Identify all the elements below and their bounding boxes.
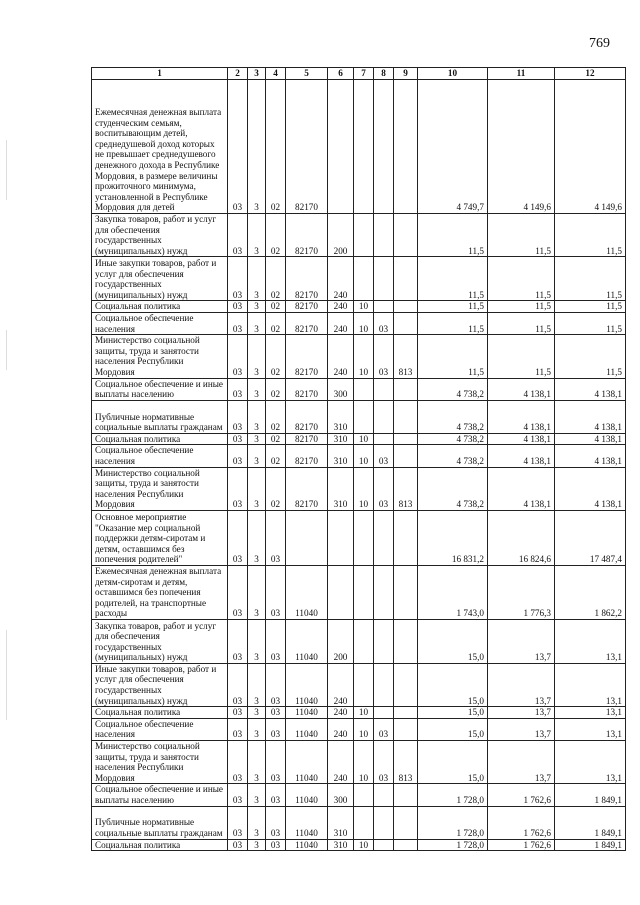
amount-col12: 13,1 <box>555 741 626 784</box>
column-header: 10 <box>418 68 488 80</box>
code-gp: 03 <box>228 784 248 806</box>
code-section: 10 <box>354 467 374 510</box>
code-grbs <box>394 784 418 806</box>
amount-col11: 4 138,1 <box>488 400 555 433</box>
code-section: 10 <box>354 335 374 378</box>
table-row <box>92 784 626 806</box>
code-event: 03 <box>266 565 286 619</box>
column-header: 6 <box>328 68 354 80</box>
code-vr: 310 <box>328 445 354 467</box>
code-gp: 03 <box>228 301 248 313</box>
code-direction: 11040 <box>286 718 328 740</box>
code-subprogram: 3 <box>248 839 266 851</box>
code-event: 02 <box>266 400 286 433</box>
code-grbs <box>394 301 418 313</box>
code-event: 03 <box>266 741 286 784</box>
row-name: Социальная политика <box>92 433 228 445</box>
code-vr: 310 <box>328 433 354 445</box>
code-direction: 82170 <box>286 80 328 214</box>
code-section <box>354 80 374 214</box>
code-direction: 11040 <box>286 839 328 851</box>
table-row <box>92 433 626 445</box>
code-direction <box>286 510 328 565</box>
code-event: 02 <box>266 80 286 214</box>
code-subsection <box>374 257 394 301</box>
amount-col10: 11,5 <box>418 214 488 257</box>
amount-col10: 11,5 <box>418 335 488 378</box>
amount-col11: 4 149,6 <box>488 80 555 214</box>
code-direction: 82170 <box>286 257 328 301</box>
column-header: 3 <box>248 68 266 80</box>
amount-col10: 11,5 <box>418 301 488 313</box>
code-vr: 240 <box>328 301 354 313</box>
amount-col10: 4 738,2 <box>418 378 488 400</box>
amount-col12: 1 862,2 <box>555 565 626 619</box>
code-subprogram: 3 <box>248 565 266 619</box>
row-name: Социальное обеспечение и иные выплаты населению <box>92 378 228 400</box>
code-subprogram: 3 <box>248 707 266 719</box>
code-section <box>354 214 374 257</box>
code-vr: 300 <box>328 378 354 400</box>
code-direction: 11040 <box>286 707 328 719</box>
code-subprogram: 3 <box>248 335 266 378</box>
row-name: Социальное обеспечение и иные выплаты населению <box>92 784 228 806</box>
amount-col11: 1 762,6 <box>488 839 555 851</box>
code-vr: 240 <box>328 312 354 334</box>
table-row <box>92 400 626 433</box>
code-grbs <box>394 378 418 400</box>
code-gp: 03 <box>228 400 248 433</box>
code-direction: 82170 <box>286 433 328 445</box>
code-subsection <box>374 806 394 839</box>
amount-col12: 4 138,1 <box>555 433 626 445</box>
code-vr: 240 <box>328 718 354 740</box>
table-row <box>92 335 626 378</box>
code-subsection <box>374 839 394 851</box>
amount-col11: 11,5 <box>488 257 555 301</box>
code-section <box>354 619 374 663</box>
amount-col10: 15,0 <box>418 741 488 784</box>
amount-col11: 13,7 <box>488 663 555 706</box>
amount-col11: 1 762,6 <box>488 806 555 839</box>
amount-col11: 11,5 <box>488 335 555 378</box>
table-row <box>92 510 626 565</box>
table-row <box>92 378 626 400</box>
code-event: 02 <box>266 433 286 445</box>
code-subprogram: 3 <box>248 301 266 313</box>
code-subprogram: 3 <box>248 257 266 301</box>
code-gp: 03 <box>228 433 248 445</box>
code-gp: 03 <box>228 80 248 214</box>
amount-col10: 1 728,0 <box>418 784 488 806</box>
code-gp: 03 <box>228 565 248 619</box>
code-vr <box>328 510 354 565</box>
code-vr: 240 <box>328 257 354 301</box>
code-subprogram: 3 <box>248 806 266 839</box>
code-direction: 82170 <box>286 467 328 510</box>
code-event: 02 <box>266 312 286 334</box>
code-grbs <box>394 433 418 445</box>
code-event: 02 <box>266 467 286 510</box>
budget-table <box>91 67 626 851</box>
table-row <box>92 663 626 706</box>
amount-col12: 11,5 <box>555 214 626 257</box>
amount-col12: 11,5 <box>555 335 626 378</box>
code-subprogram: 3 <box>248 619 266 663</box>
column-header: 1 <box>92 68 228 80</box>
amount-col11: 13,7 <box>488 741 555 784</box>
table-row <box>92 806 626 839</box>
code-section <box>354 400 374 433</box>
code-vr: 310 <box>328 400 354 433</box>
scan-edge-mark <box>6 630 7 720</box>
code-subsection <box>374 663 394 706</box>
code-subsection: 03 <box>374 445 394 467</box>
code-event: 03 <box>266 663 286 706</box>
amount-col10: 4 738,2 <box>418 433 488 445</box>
code-gp: 03 <box>228 257 248 301</box>
row-name: Социальное обеспечение населения <box>92 445 228 467</box>
code-subsection <box>374 784 394 806</box>
table-row <box>92 718 626 740</box>
code-event: 03 <box>266 806 286 839</box>
code-direction: 11040 <box>286 741 328 784</box>
code-section <box>354 663 374 706</box>
code-subsection: 03 <box>374 335 394 378</box>
code-vr: 240 <box>328 707 354 719</box>
column-header: 8 <box>374 68 394 80</box>
amount-col10: 1 728,0 <box>418 806 488 839</box>
code-grbs: 813 <box>394 335 418 378</box>
amount-col11: 16 824,6 <box>488 510 555 565</box>
table-row <box>92 741 626 784</box>
code-section <box>354 378 374 400</box>
row-name: Министерство социальной защиты, труда и занятости населения Республики Мордовия <box>92 467 228 510</box>
amount-col10: 4 738,2 <box>418 445 488 467</box>
code-direction: 82170 <box>286 378 328 400</box>
table-row <box>92 839 626 851</box>
code-vr: 310 <box>328 806 354 839</box>
row-name: Социальная политика <box>92 839 228 851</box>
code-grbs: 813 <box>394 467 418 510</box>
table-row <box>92 707 626 719</box>
code-section <box>354 806 374 839</box>
code-subsection <box>374 378 394 400</box>
code-vr <box>328 80 354 214</box>
code-gp: 03 <box>228 619 248 663</box>
code-subsection <box>374 433 394 445</box>
row-name: Социальное обеспечение населения <box>92 718 228 740</box>
amount-col11: 1 776,3 <box>488 565 555 619</box>
amount-col12: 13,1 <box>555 663 626 706</box>
code-subsection <box>374 510 394 565</box>
code-event: 02 <box>266 257 286 301</box>
code-subprogram: 3 <box>248 718 266 740</box>
code-grbs <box>394 257 418 301</box>
table-row <box>92 312 626 334</box>
code-gp: 03 <box>228 214 248 257</box>
amount-col10: 4 738,2 <box>418 467 488 510</box>
table-body <box>92 80 626 851</box>
scan-edge-mark <box>6 140 7 200</box>
code-subsection: 03 <box>374 741 394 784</box>
amount-col11: 13,7 <box>488 707 555 719</box>
code-section <box>354 510 374 565</box>
scan-edge-mark <box>6 330 7 370</box>
code-vr: 240 <box>328 663 354 706</box>
code-event: 03 <box>266 619 286 663</box>
amount-col11: 4 138,1 <box>488 433 555 445</box>
code-gp: 03 <box>228 467 248 510</box>
amount-col10: 11,5 <box>418 312 488 334</box>
code-vr <box>328 565 354 619</box>
amount-col12: 4 138,1 <box>555 400 626 433</box>
table-row <box>92 565 626 619</box>
code-direction: 82170 <box>286 445 328 467</box>
code-subprogram: 3 <box>248 214 266 257</box>
code-grbs <box>394 565 418 619</box>
column-header: 4 <box>266 68 286 80</box>
code-grbs <box>394 510 418 565</box>
amount-col11: 11,5 <box>488 214 555 257</box>
code-grbs <box>394 718 418 740</box>
code-event: 03 <box>266 707 286 719</box>
amount-col12: 13,1 <box>555 718 626 740</box>
amount-col11: 4 138,1 <box>488 378 555 400</box>
code-grbs <box>394 312 418 334</box>
code-subprogram: 3 <box>248 663 266 706</box>
row-name: Министерство социальной защиты, труда и занятости населения Республики Мордовия <box>92 741 228 784</box>
amount-col12: 1 849,1 <box>555 784 626 806</box>
row-name: Иные закупки товаров, работ и услуг для обеспечения государственных (муниципальных) нужд <box>92 257 228 301</box>
amount-col10: 4 749,7 <box>418 80 488 214</box>
code-section <box>354 257 374 301</box>
code-grbs <box>394 663 418 706</box>
code-section: 10 <box>354 301 374 313</box>
column-header: 2 <box>228 68 248 80</box>
table-header-row <box>92 68 626 80</box>
code-subprogram: 3 <box>248 433 266 445</box>
code-subprogram: 3 <box>248 784 266 806</box>
code-section: 10 <box>354 718 374 740</box>
row-name: Публичные нормативные социальные выплаты гражданам <box>92 806 228 839</box>
column-header: 7 <box>354 68 374 80</box>
code-gp: 03 <box>228 741 248 784</box>
amount-col10: 15,0 <box>418 718 488 740</box>
code-gp: 03 <box>228 839 248 851</box>
row-name: Основное мероприятие "Оказание мер социальной поддержки детям-сиротам и детям, оставшимся без попечения родителей" <box>92 510 228 565</box>
row-name: Социальная политика <box>92 707 228 719</box>
code-gp: 03 <box>228 806 248 839</box>
code-gp: 03 <box>228 707 248 719</box>
code-subsection <box>374 707 394 719</box>
column-header: 9 <box>394 68 418 80</box>
code-subsection <box>374 619 394 663</box>
amount-col12: 11,5 <box>555 301 626 313</box>
amount-col12: 13,1 <box>555 619 626 663</box>
amount-col11: 4 138,1 <box>488 467 555 510</box>
amount-col12: 13,1 <box>555 707 626 719</box>
code-event: 02 <box>266 301 286 313</box>
code-direction: 11040 <box>286 663 328 706</box>
code-subprogram: 3 <box>248 80 266 214</box>
row-name: Ежемесячная денежная выплата детям-сиротам и детям, оставшимся без попечения родителей, на транспортные расходы <box>92 565 228 619</box>
amount-col12: 1 849,1 <box>555 806 626 839</box>
code-gp: 03 <box>228 510 248 565</box>
amount-col10: 15,0 <box>418 707 488 719</box>
code-subsection: 03 <box>374 718 394 740</box>
code-event: 03 <box>266 784 286 806</box>
amount-col10: 4 738,2 <box>418 400 488 433</box>
code-event: 03 <box>266 718 286 740</box>
row-name: Ежемесячная денежная выплата студенческим семьям, воспитывающим детей, среднедушевой доход которых не превышает среднедушевого денежного дохода в Республике Мордовия, в размере величины прожиточного минимума, установленной в Республике Мордовия для детей <box>92 80 228 214</box>
code-section: 10 <box>354 312 374 334</box>
code-grbs <box>394 80 418 214</box>
code-grbs <box>394 214 418 257</box>
amount-col10: 1 728,0 <box>418 839 488 851</box>
code-direction: 11040 <box>286 619 328 663</box>
code-gp: 03 <box>228 312 248 334</box>
code-vr: 240 <box>328 741 354 784</box>
table-row <box>92 445 626 467</box>
code-section: 10 <box>354 445 374 467</box>
row-name: Социальная политика <box>92 301 228 313</box>
code-grbs: 813 <box>394 741 418 784</box>
code-direction: 82170 <box>286 335 328 378</box>
code-gp: 03 <box>228 378 248 400</box>
amount-col12: 17 487,4 <box>555 510 626 565</box>
row-name: Социальное обеспечение населения <box>92 312 228 334</box>
code-grbs <box>394 445 418 467</box>
amount-col12: 1 849,1 <box>555 839 626 851</box>
code-subsection <box>374 80 394 214</box>
code-grbs <box>394 707 418 719</box>
amount-col10: 16 831,2 <box>418 510 488 565</box>
code-direction: 11040 <box>286 784 328 806</box>
row-name: Закупка товаров, работ и услуг для обеспечения государственных (муниципальных) нужд <box>92 619 228 663</box>
column-header: 11 <box>488 68 555 80</box>
amount-col12: 11,5 <box>555 257 626 301</box>
table-row <box>92 257 626 301</box>
code-subprogram: 3 <box>248 312 266 334</box>
code-subprogram: 3 <box>248 445 266 467</box>
row-name: Закупка товаров, работ и услуг для обеспечения государственных (муниципальных) нужд <box>92 214 228 257</box>
code-gp: 03 <box>228 663 248 706</box>
row-name: Министерство социальной защиты, труда и занятости населения Республики Мордовия <box>92 335 228 378</box>
code-section <box>354 565 374 619</box>
code-subprogram: 3 <box>248 741 266 784</box>
code-vr: 240 <box>328 335 354 378</box>
code-direction: 11040 <box>286 565 328 619</box>
table-row <box>92 619 626 663</box>
code-section: 10 <box>354 707 374 719</box>
code-vr: 200 <box>328 214 354 257</box>
row-name: Иные закупки товаров, работ и услуг для обеспечения государственных (муниципальных) нужд <box>92 663 228 706</box>
code-direction: 82170 <box>286 312 328 334</box>
table-row <box>92 301 626 313</box>
table-row <box>92 467 626 510</box>
code-direction: 82170 <box>286 214 328 257</box>
code-event: 03 <box>266 839 286 851</box>
code-section: 10 <box>354 741 374 784</box>
table-row <box>92 80 626 214</box>
code-event: 03 <box>266 510 286 565</box>
code-subprogram: 3 <box>248 510 266 565</box>
amount-col11: 13,7 <box>488 619 555 663</box>
amount-col12: 4 149,6 <box>555 80 626 214</box>
code-grbs <box>394 400 418 433</box>
code-direction: 82170 <box>286 400 328 433</box>
code-grbs <box>394 619 418 663</box>
code-gp: 03 <box>228 718 248 740</box>
page-number: 769 <box>589 36 610 51</box>
table-row <box>92 214 626 257</box>
code-subsection <box>374 400 394 433</box>
amount-col11: 11,5 <box>488 301 555 313</box>
code-vr: 310 <box>328 839 354 851</box>
column-header: 5 <box>286 68 328 80</box>
code-vr: 310 <box>328 467 354 510</box>
code-event: 02 <box>266 378 286 400</box>
code-subprogram: 3 <box>248 467 266 510</box>
code-vr: 200 <box>328 619 354 663</box>
code-subsection <box>374 214 394 257</box>
code-direction: 11040 <box>286 806 328 839</box>
code-section: 10 <box>354 433 374 445</box>
code-gp: 03 <box>228 335 248 378</box>
amount-col11: 4 138,1 <box>488 445 555 467</box>
amount-col12: 4 138,1 <box>555 378 626 400</box>
code-vr: 300 <box>328 784 354 806</box>
amount-col12: 4 138,1 <box>555 445 626 467</box>
code-subsection: 03 <box>374 467 394 510</box>
code-grbs <box>394 806 418 839</box>
code-subsection: 03 <box>374 312 394 334</box>
row-name: Публичные нормативные социальные выплаты гражданам <box>92 400 228 433</box>
column-header: 12 <box>555 68 626 80</box>
amount-col12: 11,5 <box>555 312 626 334</box>
code-gp: 03 <box>228 445 248 467</box>
amount-col10: 11,5 <box>418 257 488 301</box>
code-section: 10 <box>354 839 374 851</box>
amount-col10: 15,0 <box>418 619 488 663</box>
code-subsection <box>374 565 394 619</box>
code-section <box>354 784 374 806</box>
amount-col11: 13,7 <box>488 718 555 740</box>
code-event: 02 <box>266 445 286 467</box>
amount-col11: 1 762,6 <box>488 784 555 806</box>
code-subprogram: 3 <box>248 378 266 400</box>
amount-col11: 11,5 <box>488 312 555 334</box>
code-grbs <box>394 839 418 851</box>
amount-col10: 1 743,0 <box>418 565 488 619</box>
code-direction: 82170 <box>286 301 328 313</box>
amount-col10: 15,0 <box>418 663 488 706</box>
code-subsection <box>374 301 394 313</box>
amount-col12: 4 138,1 <box>555 467 626 510</box>
code-event: 02 <box>266 214 286 257</box>
code-event: 02 <box>266 335 286 378</box>
code-subprogram: 3 <box>248 400 266 433</box>
